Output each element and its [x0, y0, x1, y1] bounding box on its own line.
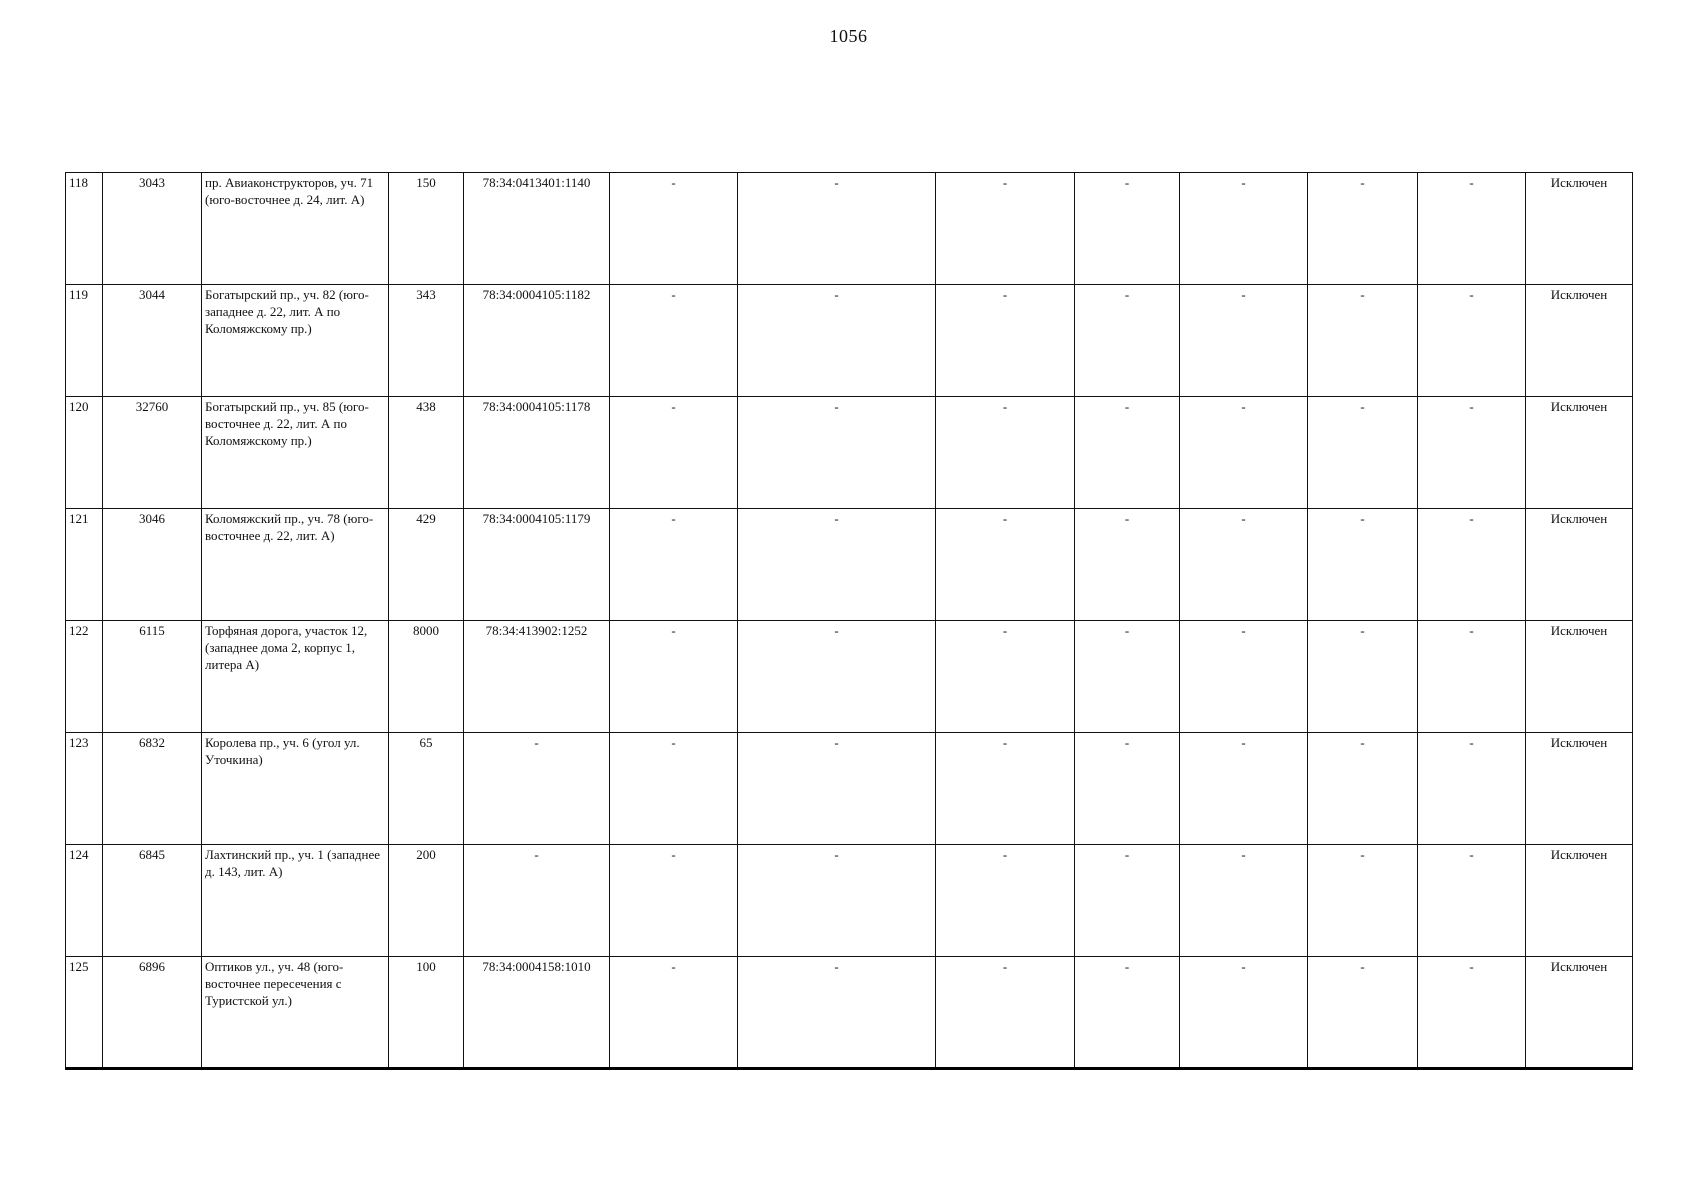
- dash-cell: -: [738, 285, 936, 397]
- area-cell: 438: [389, 397, 464, 509]
- dash-cell: -: [1075, 621, 1180, 733]
- dash-cell: -: [1180, 733, 1308, 845]
- address-cell: пр. Авиаконструкторов, уч. 71 (юго-восточнее д. 24, лит. А): [202, 173, 389, 285]
- dash-cell: -: [936, 173, 1075, 285]
- dash-cell: -: [1075, 509, 1180, 621]
- dash-cell: -: [936, 957, 1075, 1069]
- object-id-cell: 32760: [103, 397, 202, 509]
- table-row: [66, 733, 1633, 845]
- dash-cell: -: [738, 509, 936, 621]
- cadastral-number-cell: 78:34:0413401:1140: [464, 173, 610, 285]
- dash-cell: -: [738, 733, 936, 845]
- dash-cell: -: [1308, 173, 1418, 285]
- row-number-cell: 121: [66, 509, 103, 621]
- status-cell: Исключен: [1526, 397, 1633, 509]
- dash-cell: -: [1075, 845, 1180, 957]
- dash-cell: -: [610, 285, 738, 397]
- status-cell: Исключен: [1526, 285, 1633, 397]
- dash-cell: -: [1418, 621, 1526, 733]
- dash-cell: -: [936, 285, 1075, 397]
- status-cell: Исключен: [1526, 509, 1633, 621]
- cadastral-number-cell: 78:34:0004105:1182: [464, 285, 610, 397]
- row-number-cell: 125: [66, 957, 103, 1069]
- dash-cell: -: [1075, 957, 1180, 1069]
- dash-cell: -: [1075, 285, 1180, 397]
- status-cell: Исключен: [1526, 173, 1633, 285]
- page-number: 1056: [829, 26, 868, 46]
- dash-cell: -: [1075, 397, 1180, 509]
- table-row: [66, 285, 1633, 397]
- status-cell: Исключен: [1526, 621, 1633, 733]
- dash-cell: -: [1308, 957, 1418, 1069]
- address-cell: Коломяжский пр., уч. 78 (юго-восточнее д. 22, лит. А): [202, 509, 389, 621]
- object-id-cell: 6115: [103, 621, 202, 733]
- dash-cell: -: [936, 845, 1075, 957]
- dash-cell: -: [610, 509, 738, 621]
- dash-cell: -: [1308, 285, 1418, 397]
- registry-table: [65, 172, 1633, 1070]
- dash-cell: -: [1180, 957, 1308, 1069]
- status-cell: Исключен: [1526, 957, 1633, 1069]
- table-row: [66, 621, 1633, 733]
- row-number-cell: 119: [66, 285, 103, 397]
- dash-cell: -: [610, 733, 738, 845]
- row-number-cell: 123: [66, 733, 103, 845]
- dash-cell: -: [1418, 285, 1526, 397]
- area-cell: 65: [389, 733, 464, 845]
- dash-cell: -: [738, 845, 936, 957]
- table-row: [66, 397, 1633, 509]
- dash-cell: -: [1418, 733, 1526, 845]
- address-cell: Богатырский пр., уч. 85 (юго-восточнее д. 22, лит. А по Коломяжскому пр.): [202, 397, 389, 509]
- object-id-cell: 6896: [103, 957, 202, 1069]
- area-cell: 100: [389, 957, 464, 1069]
- cadastral-number-cell: -: [464, 845, 610, 957]
- dash-cell: -: [738, 397, 936, 509]
- area-cell: 150: [389, 173, 464, 285]
- dash-cell: -: [1308, 845, 1418, 957]
- object-id-cell: 3043: [103, 173, 202, 285]
- cadastral-number-cell: 78:34:0004158:1010: [464, 957, 610, 1069]
- dash-cell: -: [1180, 285, 1308, 397]
- object-id-cell: 3046: [103, 509, 202, 621]
- object-id-cell: 3044: [103, 285, 202, 397]
- dash-cell: -: [1418, 957, 1526, 1069]
- table-row: [66, 957, 1633, 1069]
- cadastral-number-cell: 78:34:413902:1252: [464, 621, 610, 733]
- row-number-cell: 118: [66, 173, 103, 285]
- object-id-cell: 6845: [103, 845, 202, 957]
- dash-cell: -: [936, 621, 1075, 733]
- dash-cell: -: [1418, 509, 1526, 621]
- dash-cell: -: [610, 397, 738, 509]
- cadastral-number-cell: 78:34:0004105:1179: [464, 509, 610, 621]
- dash-cell: -: [1418, 397, 1526, 509]
- table-row: [66, 845, 1633, 957]
- address-cell: Оптиков ул., уч. 48 (юго-восточнее пересечения с Туристской ул.): [202, 957, 389, 1069]
- address-cell: Торфяная дорога, участок 12, (западнее дома 2, корпус 1, литера А): [202, 621, 389, 733]
- dash-cell: -: [936, 733, 1075, 845]
- dash-cell: -: [936, 397, 1075, 509]
- area-cell: 343: [389, 285, 464, 397]
- dash-cell: -: [1308, 621, 1418, 733]
- dash-cell: -: [1308, 397, 1418, 509]
- dash-cell: -: [1308, 509, 1418, 621]
- status-cell: Исключен: [1526, 733, 1633, 845]
- cadastral-number-cell: 78:34:0004105:1178: [464, 397, 610, 509]
- dash-cell: -: [1180, 845, 1308, 957]
- area-cell: 8000: [389, 621, 464, 733]
- status-cell: Исключен: [1526, 845, 1633, 957]
- dash-cell: -: [610, 845, 738, 957]
- object-id-cell: 6832: [103, 733, 202, 845]
- row-number-cell: 122: [66, 621, 103, 733]
- dash-cell: -: [1180, 509, 1308, 621]
- dash-cell: -: [610, 957, 738, 1069]
- area-cell: 429: [389, 509, 464, 621]
- dash-cell: -: [1180, 621, 1308, 733]
- dash-cell: -: [738, 173, 936, 285]
- row-number-cell: 120: [66, 397, 103, 509]
- dash-cell: -: [1308, 733, 1418, 845]
- dash-cell: -: [1180, 397, 1308, 509]
- dash-cell: -: [1418, 845, 1526, 957]
- dash-cell: -: [1180, 173, 1308, 285]
- dash-cell: -: [1075, 733, 1180, 845]
- dash-cell: -: [610, 621, 738, 733]
- address-cell: Королева пр., уч. 6 (угол ул. Уточкина): [202, 733, 389, 845]
- dash-cell: -: [738, 621, 936, 733]
- address-cell: Богатырский пр., уч. 82 (юго-западнее д. 22, лит. А по Коломяжскому пр.): [202, 285, 389, 397]
- dash-cell: -: [738, 957, 936, 1069]
- dash-cell: -: [1418, 173, 1526, 285]
- row-number-cell: 124: [66, 845, 103, 957]
- address-cell: Лахтинский пр., уч. 1 (западнее д. 143, лит. А): [202, 845, 389, 957]
- table-row: [66, 173, 1633, 285]
- table-body: [66, 173, 1633, 1069]
- table-row: [66, 509, 1633, 621]
- cadastral-number-cell: -: [464, 733, 610, 845]
- dash-cell: -: [610, 173, 738, 285]
- dash-cell: -: [936, 509, 1075, 621]
- area-cell: 200: [389, 845, 464, 957]
- dash-cell: -: [1075, 173, 1180, 285]
